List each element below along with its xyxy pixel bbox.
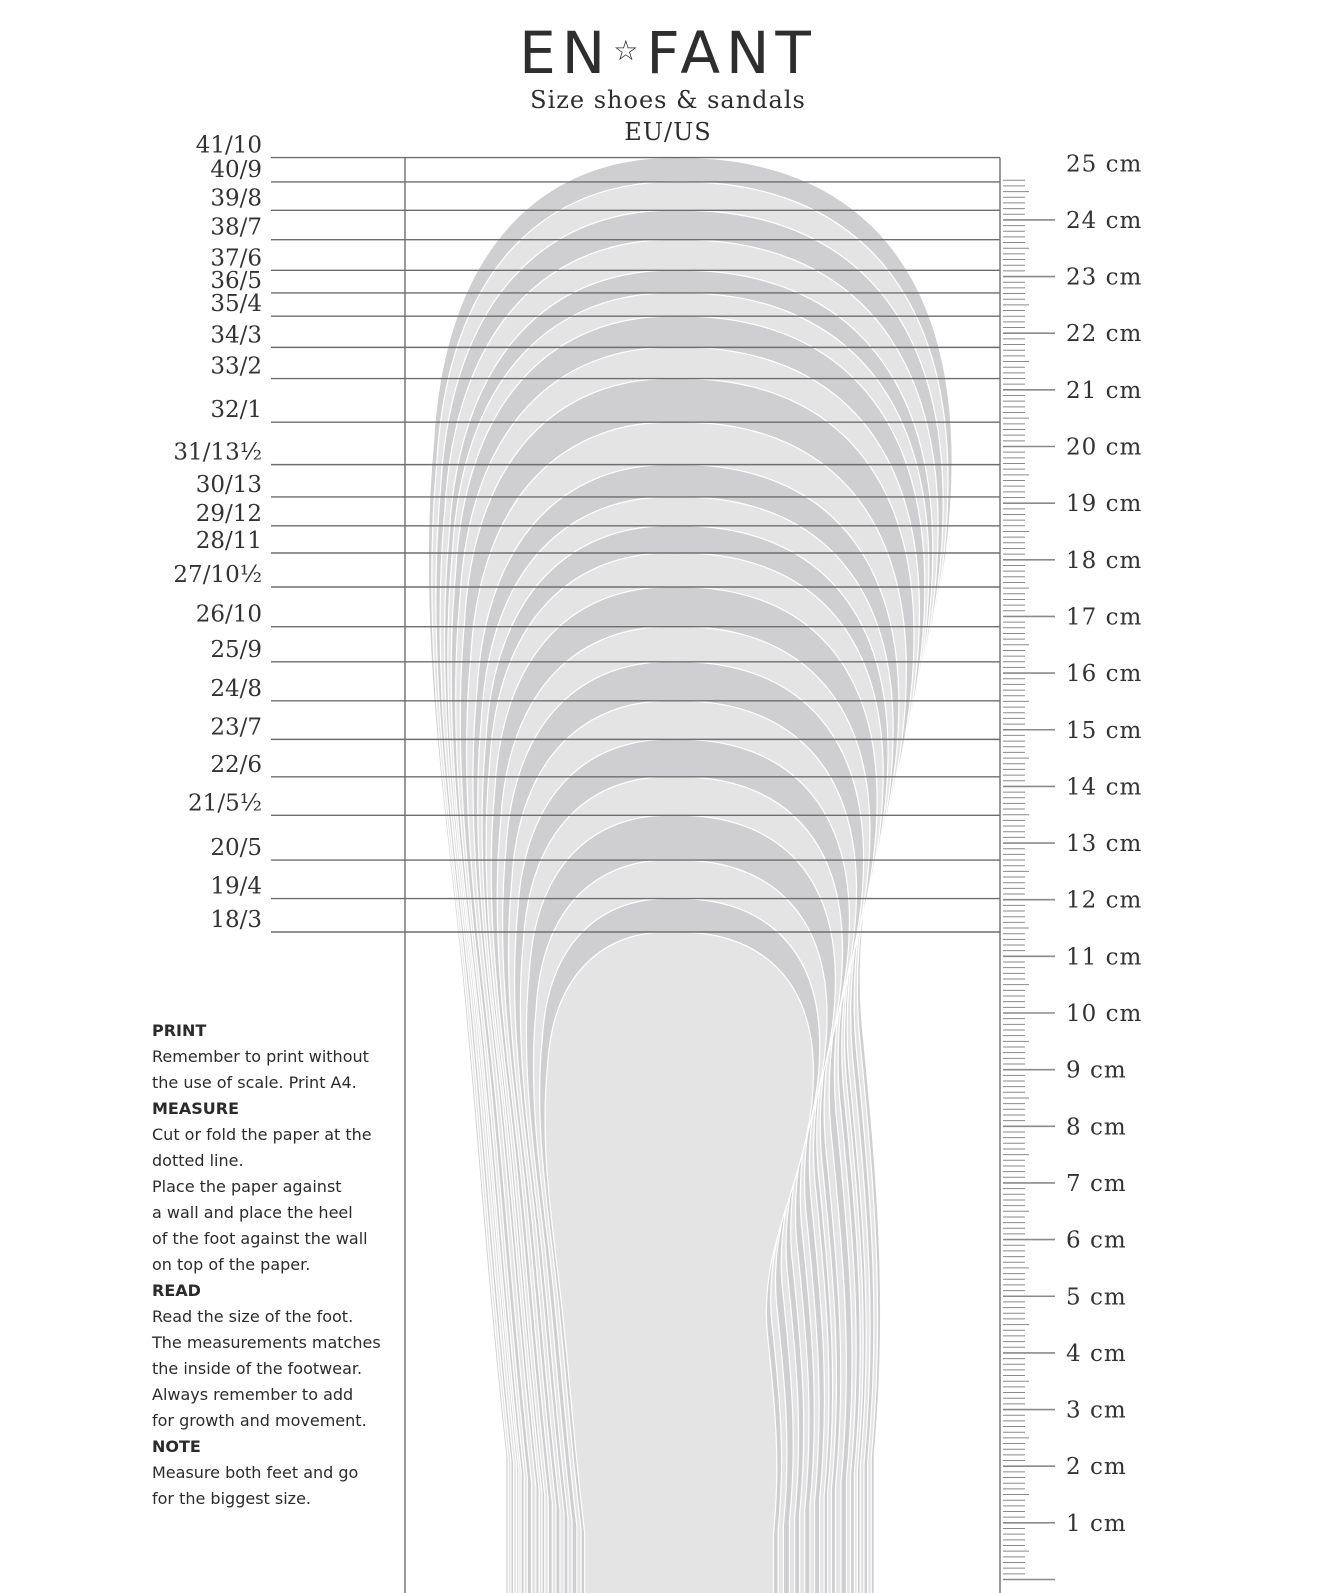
instruction-line: Read the size of the foot. (152, 1307, 354, 1326)
size-label: 19/4 (210, 873, 262, 900)
ruler-label: 16 cm (1066, 661, 1143, 688)
size-label: 31/13½ (173, 439, 262, 466)
brand-logo-right: FANT (646, 19, 817, 87)
instruction-line: dotted line. (152, 1151, 244, 1170)
size-label: 24/8 (210, 675, 262, 702)
instruction-line: for the biggest size. (152, 1489, 311, 1508)
ruler-label: 9 cm (1066, 1057, 1127, 1084)
size-label: 27/10½ (173, 561, 262, 588)
size-label: 26/10 (195, 601, 262, 628)
ruler-label: 3 cm (1066, 1397, 1127, 1424)
size-label: 38/7 (210, 214, 262, 241)
size-label: 28/11 (195, 528, 262, 555)
page-subtitle: Size shoes & sandals (530, 86, 806, 114)
size-system: EU/US (624, 118, 712, 146)
size-label: 29/12 (195, 500, 262, 527)
size-label: 25/9 (210, 636, 262, 663)
size-label: 41/10 (195, 132, 262, 159)
ruler-label: 15 cm (1066, 717, 1143, 744)
instruction-heading: NOTE (152, 1437, 201, 1456)
ruler-label: 2 cm (1066, 1454, 1127, 1481)
ruler-label: 12 cm (1066, 887, 1143, 914)
ruler-label: 22 cm (1066, 321, 1143, 348)
size-label: 18/3 (210, 906, 262, 933)
size-label: 22/6 (210, 751, 262, 778)
instruction-heading: READ (152, 1281, 201, 1300)
ruler-label: 17 cm (1066, 604, 1143, 631)
size-label: 37/6 (210, 245, 262, 272)
cm-ruler (1003, 151, 1142, 1579)
brand-logo-left: EN (519, 19, 612, 87)
ruler-label: 8 cm (1066, 1114, 1127, 1141)
instruction-line: the inside of the footwear. (152, 1359, 363, 1378)
size-label: 32/1 (210, 397, 262, 424)
size-label: 34/3 (210, 322, 262, 349)
ruler-label: 1 cm (1066, 1510, 1127, 1537)
ruler-label: 5 cm (1066, 1284, 1127, 1311)
ruler-label: 19 cm (1066, 491, 1143, 518)
instruction-heading: MEASURE (152, 1099, 239, 1118)
ruler-label: 4 cm (1066, 1340, 1127, 1367)
size-label: 21/5½ (188, 790, 262, 817)
size-label: 36/5 (210, 267, 262, 294)
instruction-line: Remember to print without (152, 1047, 369, 1066)
instruction-line: the use of scale. Print A4. (152, 1073, 357, 1092)
ruler-label: 6 cm (1066, 1227, 1127, 1254)
foot-outlines (428, 158, 952, 1593)
ruler-label: 13 cm (1066, 831, 1143, 858)
ruler-label: 7 cm (1066, 1170, 1127, 1197)
instruction-line: on top of the paper. (152, 1255, 311, 1274)
instruction-line: a wall and place the heel (152, 1203, 353, 1222)
ruler-label: 23 cm (1066, 264, 1143, 291)
instruction-line: Cut or fold the paper at the (152, 1125, 372, 1144)
instruction-line: Always remember to add (152, 1385, 354, 1404)
size-label: 30/13 (195, 471, 262, 498)
size-label: 35/4 (210, 291, 262, 318)
ruler-label: 24 cm (1066, 207, 1143, 234)
instruction-line: The measurements matches (152, 1333, 381, 1352)
ruler-label: 11 cm (1066, 944, 1143, 971)
instruction-heading: PRINT (152, 1021, 207, 1040)
instruction-line: Measure both feet and go (152, 1463, 359, 1482)
ruler-label: 14 cm (1066, 774, 1143, 801)
size-label: 39/8 (210, 185, 262, 212)
instructions-panel (152, 1018, 402, 1512)
instruction-line: of the foot against the wall (152, 1229, 368, 1248)
ruler-label: 20 cm (1066, 434, 1143, 461)
size-label: 20/5 (210, 835, 262, 862)
ruler-label: 21 cm (1066, 377, 1143, 404)
ruler-label: 18 cm (1066, 547, 1143, 574)
ruler-label: 25 cm (1066, 151, 1143, 178)
size-label: 40/9 (210, 156, 262, 183)
instruction-line: Place the paper against (152, 1177, 342, 1196)
instruction-line: for growth and movement. (152, 1411, 367, 1430)
size-label: 33/2 (210, 353, 262, 380)
size-label: 23/7 (210, 714, 262, 741)
ruler-label: 10 cm (1066, 1001, 1143, 1027)
star-icon: ☆ (613, 33, 645, 67)
